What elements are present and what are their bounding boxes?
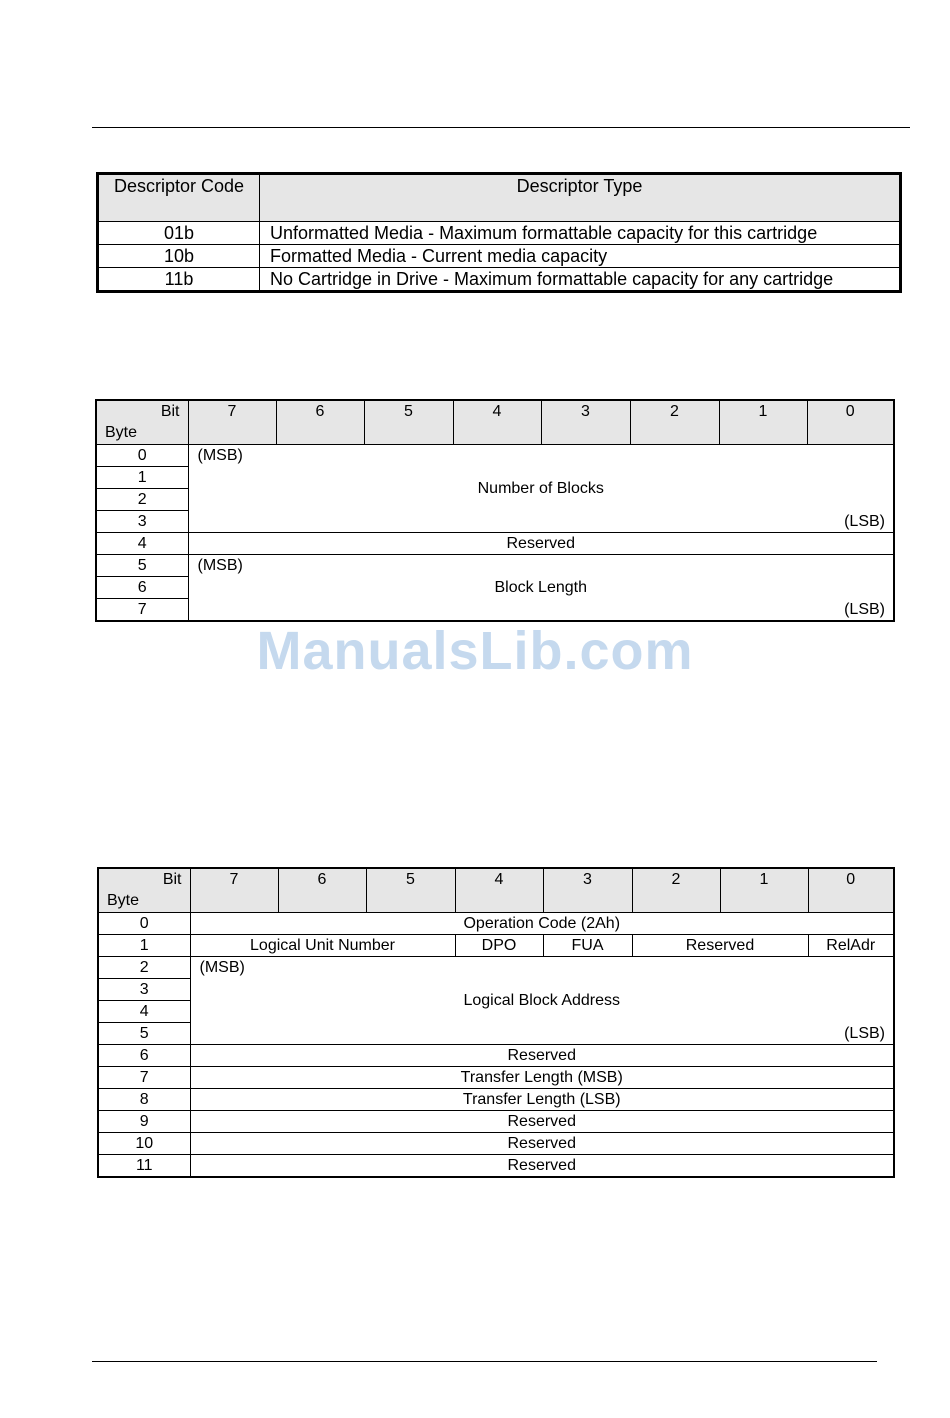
- table-row: [98, 1111, 894, 1133]
- bit-header-row: [96, 400, 894, 445]
- table-row: [98, 957, 894, 979]
- table-row: [98, 1089, 894, 1111]
- byte-number: 6: [98, 1045, 190, 1067]
- reserved-field: Reserved: [190, 1155, 894, 1178]
- bit-number: 7: [188, 400, 276, 445]
- descriptor-type-cell: Unformatted Media - Maximum formattable capacity for this cartridge: [260, 222, 901, 245]
- byte-number: 7: [98, 1067, 190, 1089]
- msb-marker: (MSB): [197, 447, 243, 464]
- header-rule: [92, 127, 910, 128]
- table-row: [98, 1045, 894, 1067]
- bit-byte-corner: [96, 400, 188, 445]
- byte-number: 8: [98, 1089, 190, 1111]
- table-row: [98, 935, 894, 957]
- bit-number: 0: [807, 400, 894, 445]
- bit-number: 0: [808, 868, 894, 913]
- table-header-row: [98, 174, 901, 222]
- byte-number: 5: [98, 1023, 190, 1045]
- byte-number: 0: [96, 445, 188, 467]
- table-row: [98, 1155, 894, 1178]
- lsb-marker: (LSB): [844, 513, 885, 530]
- table-row: [96, 445, 894, 467]
- byte-number: 7: [96, 599, 188, 622]
- table-row: [98, 222, 901, 245]
- reladr-field: RelAdr: [808, 935, 894, 957]
- reserved-field: Reserved: [190, 1133, 894, 1155]
- byte-number: 11: [98, 1155, 190, 1178]
- reserved-field: Reserved: [190, 1045, 894, 1067]
- descriptor-type-cell: No Cartridge in Drive - Maximum formattable capacity for any cartridge: [260, 268, 901, 292]
- dpo-field: DPO: [455, 935, 543, 957]
- field-name: Logical Block Address: [463, 992, 621, 1009]
- table-row: [96, 555, 894, 577]
- descriptor-code-cell: 11b: [98, 268, 260, 292]
- bit-number: 1: [720, 868, 808, 913]
- byte-label: Byte: [107, 892, 140, 909]
- byte-number: 4: [96, 533, 188, 555]
- fua-field: FUA: [543, 935, 632, 957]
- descriptor-code-cell: 10b: [98, 245, 260, 268]
- operation-code-field: Operation Code (2Ah): [190, 913, 894, 935]
- bit-number: 4: [455, 868, 543, 913]
- byte-number: 5: [96, 555, 188, 577]
- command-descriptor-table: [97, 867, 895, 1178]
- table-row: [98, 245, 901, 268]
- msb-marker: (MSB): [199, 959, 245, 976]
- header-descriptor-code: Descriptor Code: [98, 174, 260, 222]
- byte-number: 1: [96, 467, 188, 489]
- descriptor-code-table: [96, 172, 902, 293]
- bit-label: Bit: [162, 871, 182, 888]
- bit-number: 1: [719, 400, 807, 445]
- transfer-length-msb-field: Transfer Length (MSB): [190, 1067, 894, 1089]
- bit-number: 4: [453, 400, 541, 445]
- bit-number: 5: [366, 868, 455, 913]
- block-length-field: [188, 555, 894, 622]
- transfer-length-lsb-field: Transfer Length (LSB): [190, 1089, 894, 1111]
- header-descriptor-type: Descriptor Type: [260, 174, 901, 222]
- table-row: [98, 268, 901, 292]
- byte-label: Byte: [105, 424, 138, 441]
- number-of-blocks-field: [188, 445, 894, 533]
- lsb-marker: (LSB): [844, 601, 885, 618]
- bit-number: 2: [630, 400, 719, 445]
- bit-number: 6: [276, 400, 364, 445]
- capacity-descriptor-table: [95, 399, 895, 622]
- byte-number: 3: [96, 511, 188, 533]
- bit-number: 6: [278, 868, 366, 913]
- bit-number: 3: [541, 400, 630, 445]
- bit-number: 7: [190, 868, 278, 913]
- reserved-field: Reserved: [190, 1111, 894, 1133]
- bit-header-row: [98, 868, 894, 913]
- byte-number: 2: [98, 957, 190, 979]
- byte-number: 2: [96, 489, 188, 511]
- lsb-marker: (LSB): [844, 1025, 885, 1042]
- bit-byte-corner: [98, 868, 190, 913]
- table-row: [96, 533, 894, 555]
- descriptor-code-cell: 01b: [98, 222, 260, 245]
- byte-number: 4: [98, 1001, 190, 1023]
- bit-number: 2: [632, 868, 720, 913]
- byte-number: 10: [98, 1133, 190, 1155]
- logical-block-address-field: [190, 957, 894, 1045]
- table-row: [98, 1067, 894, 1089]
- logical-unit-number-field: Logical Unit Number: [190, 935, 455, 957]
- byte-number: 1: [98, 935, 190, 957]
- field-name: Block Length: [494, 579, 587, 596]
- bit-number: 5: [364, 400, 453, 445]
- descriptor-type-cell: Formatted Media - Current media capacity: [260, 245, 901, 268]
- field-name: Number of Blocks: [477, 480, 604, 497]
- byte-number: 9: [98, 1111, 190, 1133]
- byte-number: 0: [98, 913, 190, 935]
- bit-label: Bit: [160, 403, 180, 420]
- msb-marker: (MSB): [197, 557, 243, 574]
- byte-number: 6: [96, 577, 188, 599]
- table-row: [98, 913, 894, 935]
- bit-number: 3: [543, 868, 632, 913]
- table-row: [98, 1133, 894, 1155]
- byte-number: 3: [98, 979, 190, 1001]
- reserved-field: Reserved: [188, 533, 894, 555]
- watermark: ManualsLib.com: [256, 621, 694, 681]
- footer-rule: [92, 1361, 877, 1362]
- reserved-field: Reserved: [632, 935, 808, 957]
